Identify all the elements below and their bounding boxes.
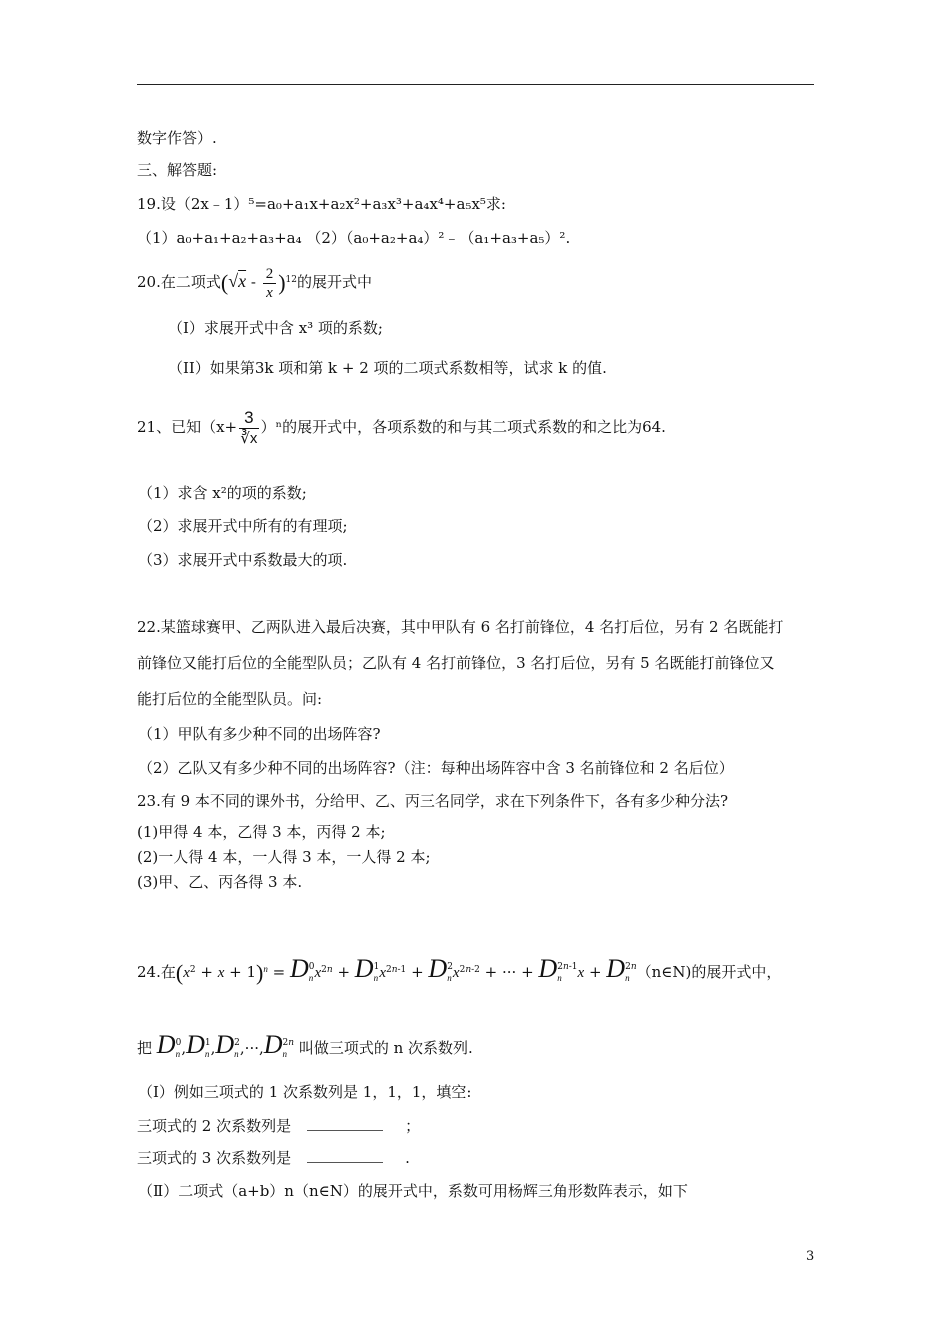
q24-fill2-line [137, 1148, 410, 1168]
q20-part2: （II）如果第3k 项和第 k + 2 项的二项式系数相等，试求 k 的值. [168, 359, 607, 377]
header-rule [137, 84, 814, 85]
q21-stem-suffix: ）ⁿ的展开式中，各项系数的和与其二项式系数的和之比为64. [260, 418, 666, 436]
q24-formula-lhs: ( [175, 960, 184, 985]
q24-part2: （Ⅱ）二项式（a+b）n（n∈N）的展开式中，系数可用杨辉三角形数阵表示，如下 [138, 1182, 688, 1200]
q21-frac-num: 3 [239, 408, 258, 429]
q23-stem: 23.有 9 本不同的课外书，分给甲、乙、丙三名同学，求在下列条件下，各有多少种分法? [137, 792, 728, 810]
q22-line2: 前锋位又能打后位的全能型队员；乙队有 4 名打前锋位，3 名打后位，另有 5 名既能打前锋位又 [137, 654, 775, 672]
q22-line3: 能打后位的全能型队员。问: [137, 690, 323, 708]
continuation-text: 数字作答）. [137, 129, 217, 147]
q22-line1: 22.某篮球赛甲、乙两队进入最后决赛，其中甲队有 6 名打前锋位，4 名打后位，另有 2 名既能打 [137, 618, 784, 636]
q19-parts: （1）a₀+a₁+a₂+a₃+a₄ （2）（a₀+a₂+a₄）²﹣（a₁+a₃+a₅）². [137, 229, 571, 247]
q24-fill1-line [137, 1116, 420, 1136]
q20-stem-prefix: 20.在二项式 [137, 273, 221, 291]
q20-fraction: $\frac{2}{x}$ [263, 265, 277, 302]
q24-line2-prefix: 把 [137, 1039, 153, 1057]
q20-stem: 20.在二项式(√x - $\frac{2}{x}$ )$^{12}$的展开式中 [137, 265, 372, 301]
q22-part2: （2）乙队又有多少种不同的出场阵容?（注：每种出场阵容中含 3 名前锋位和 2 名后位） [138, 759, 734, 777]
q20-close-paren: ) [278, 270, 286, 295]
q24-line2-suffix: 叫做三项式的 n 次系数列. [298, 1039, 473, 1057]
q24-stem-prefix: 24.在 [137, 963, 176, 981]
q20-part1: （I）求展开式中含 x³ 项的系数; [168, 319, 383, 337]
q20-open-paren: ( [220, 270, 229, 295]
page-number: 3 [806, 1249, 815, 1264]
q23-part3: (3)甲、乙、丙各得 3 本. [137, 873, 303, 891]
q24-fill2-blank [307, 1150, 383, 1163]
q19-stem: 19.设（2x﹣1）⁵=a₀+a₁x+a₂x²+a₃x³+a₄x⁴+a₅x⁵求: [137, 195, 506, 213]
q20-sqrt-x: √x [228, 271, 247, 291]
q21-stem-prefix: 21、已知（x+ [137, 418, 238, 436]
q24-fill1-blank [307, 1118, 383, 1131]
q21-stem [137, 405, 666, 449]
q21-part3: （3）求展开式中系数最大的项. [138, 551, 348, 569]
q22-part1: （1）甲队有多少种不同的出场阵容? [138, 725, 381, 743]
q24-fill1-end: ； [405, 1117, 421, 1135]
q21-fraction [239, 408, 258, 449]
q24-line2: 把 D0 n,D1 n,D2 n,···,D2n n 叫做三项式的 n 次系数列. [137, 1030, 473, 1059]
q24-stem-suffix: （n∈N)的展开式中， [636, 963, 782, 981]
q24-fill2-label: 三项式的 3 次系数列是 [137, 1149, 292, 1167]
q24-part1: （Ⅰ）例如三项式的 1 次系数列是 1，1，1，填空: [138, 1083, 472, 1101]
q21-part1: （1）求含 x²的项的系数; [138, 484, 307, 502]
q24-fill1-label: 三项式的 2 次系数列是 [137, 1117, 292, 1135]
q23-part1: (1)甲得 4 本，乙得 3 本，丙得 2 本; [137, 823, 386, 841]
q21-frac-den: ∛x [240, 429, 258, 447]
q24-stem: 24.在$(x^2 + x + 1)^n = D0$ $nx^{2n} + D1$ $nx^{2n-1} + D2$ $nx^{2n-2}$ + ··· + D2n-1 n x + D2n n （n∈N)的展开式中， [137, 954, 782, 985]
section-title: 三、解答题: [137, 161, 218, 179]
q21-part2: （2）求展开式中所有的有理项; [138, 517, 348, 535]
q23-part2: (2)一人得 4 本，一人得 3 本，一人得 2 本; [137, 848, 431, 866]
q20-stem-suffix: 的展开式中 [296, 273, 372, 291]
q24-fill2-end: . [405, 1149, 410, 1167]
q20-exponent: 12 [285, 275, 297, 285]
